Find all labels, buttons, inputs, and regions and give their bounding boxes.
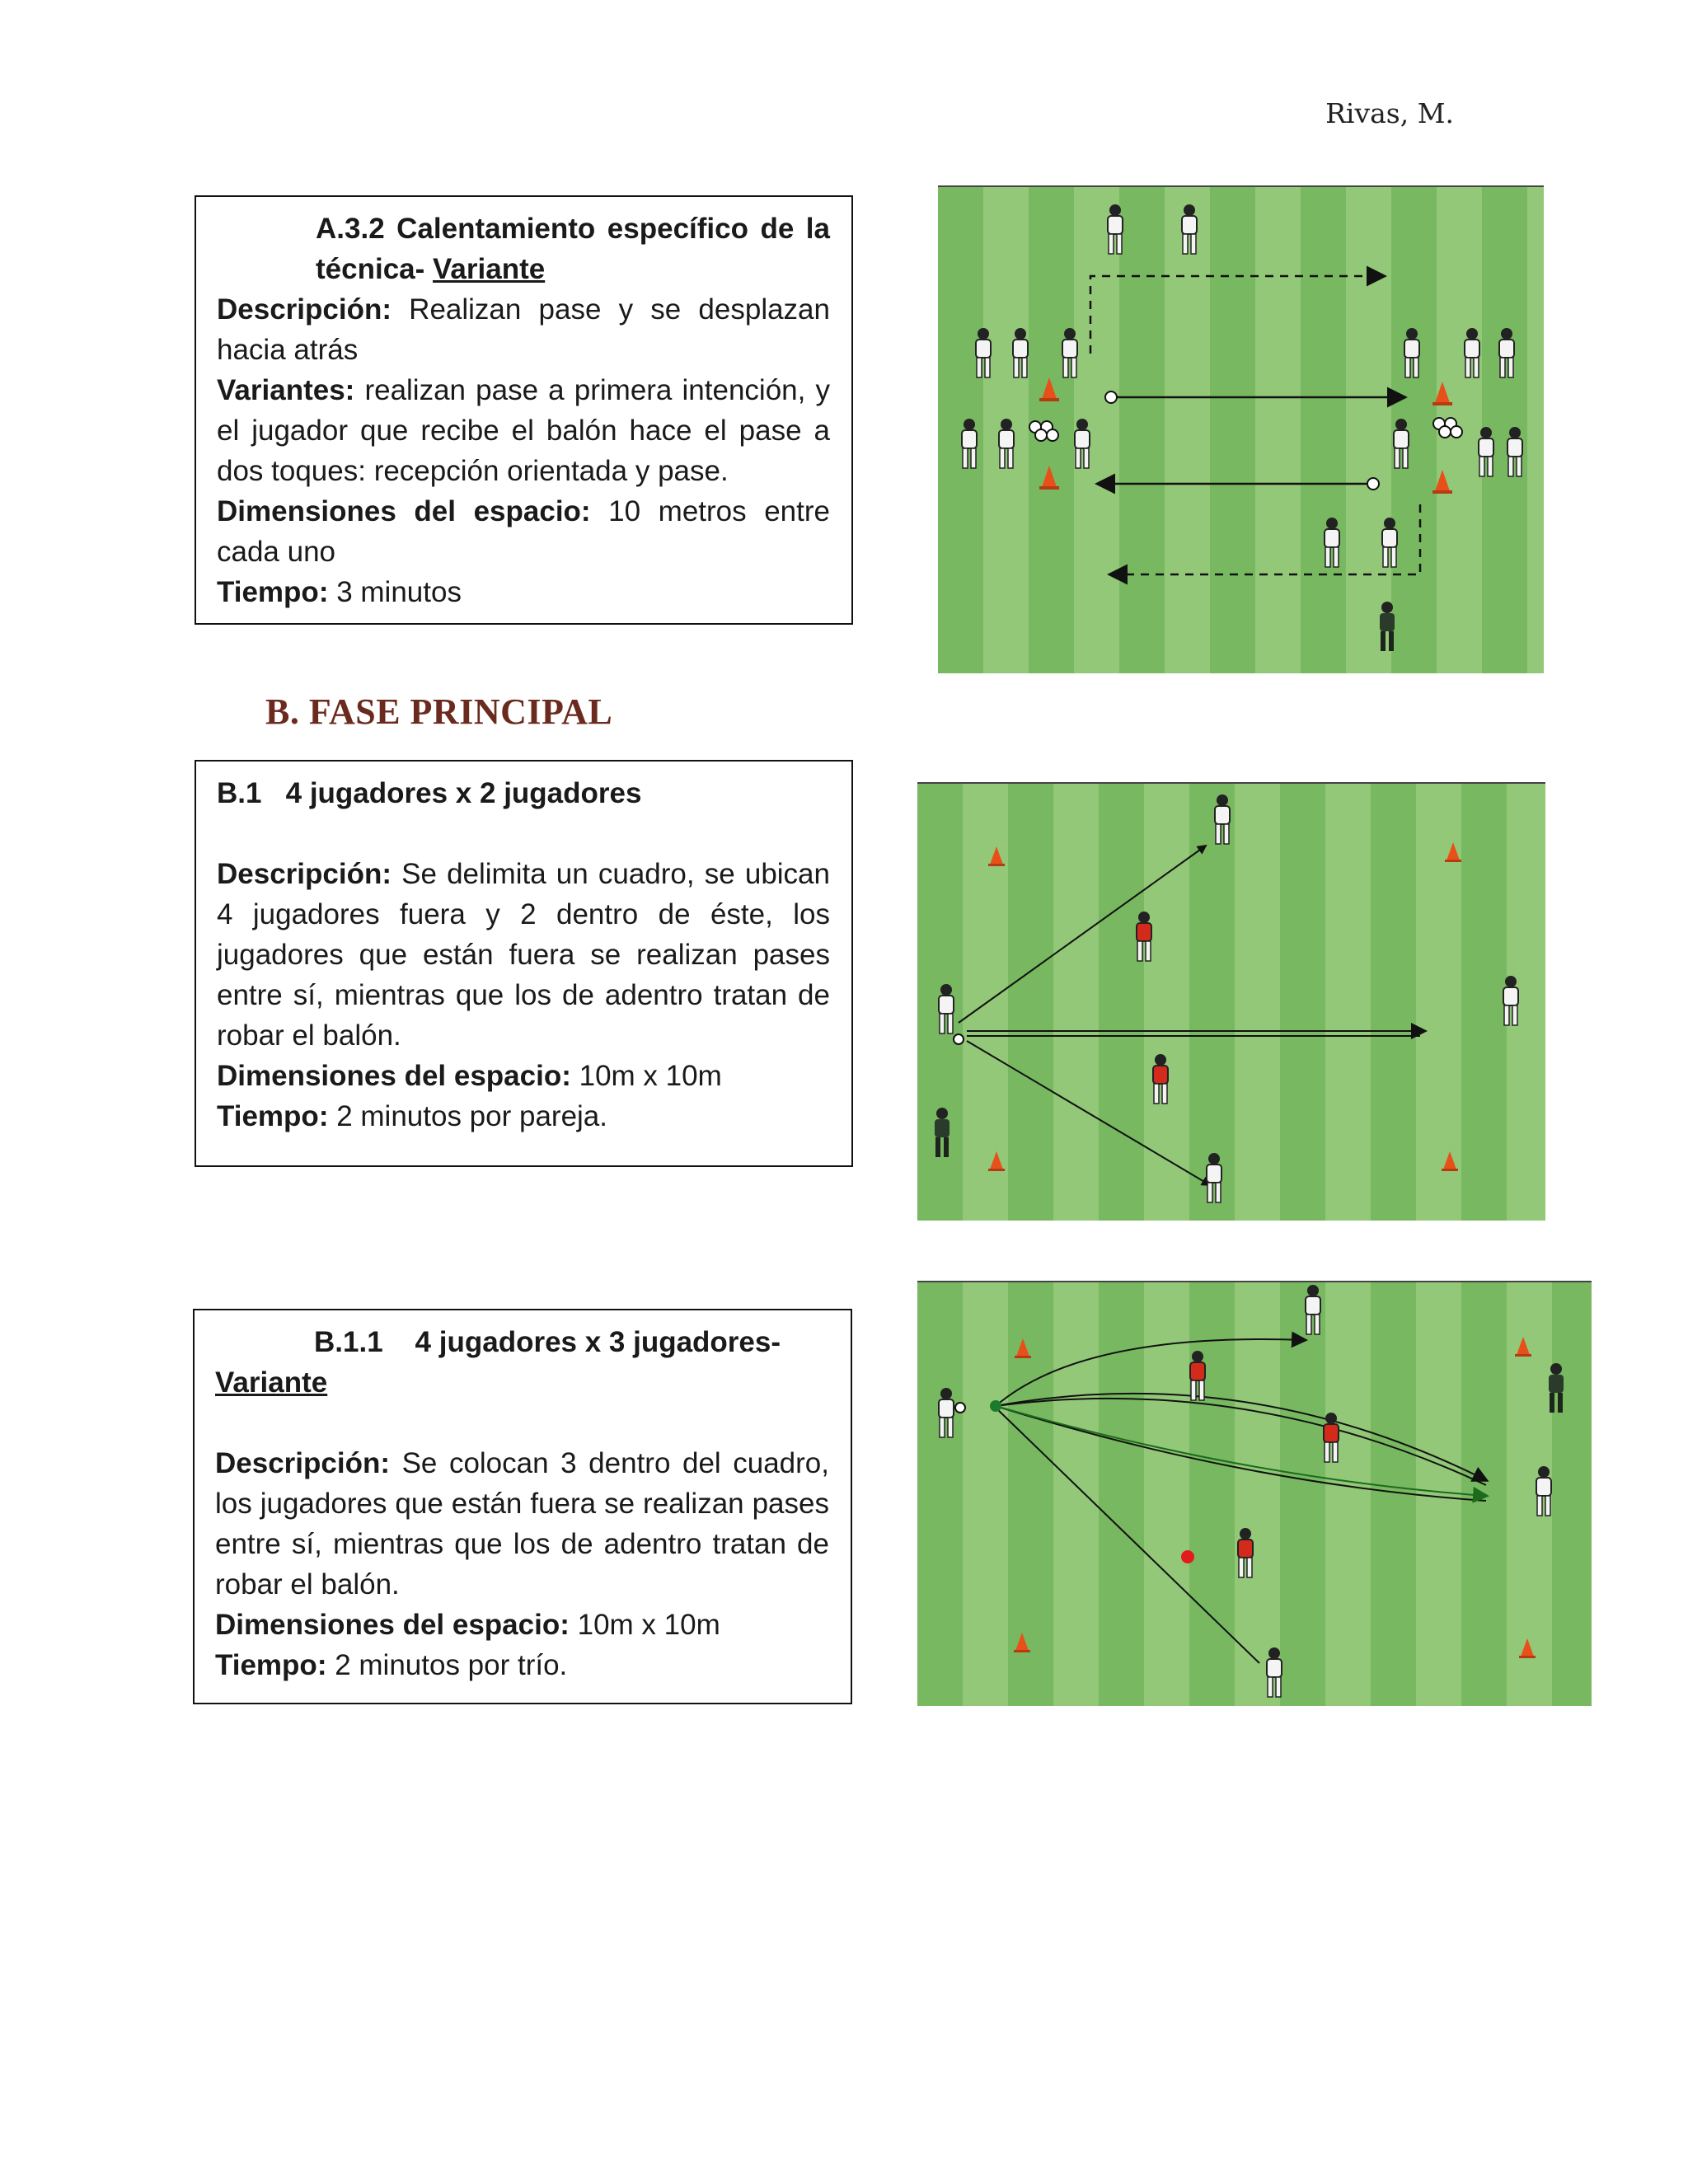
dimensions-paragraph <box>217 491 830 572</box>
player-white-icon <box>1267 1647 1282 1697</box>
description-paragraph <box>215 1443 829 1605</box>
player-white-icon <box>1207 1153 1221 1202</box>
player-white-icon <box>962 419 977 468</box>
time-label: Tiempo: <box>217 1100 329 1132</box>
player-white-icon <box>939 984 954 1033</box>
drill-diagram-b11 <box>917 1281 1592 1706</box>
player-white-icon <box>1503 976 1518 1025</box>
player-red-icon <box>1190 1351 1205 1400</box>
cone-icon <box>1014 1633 1030 1652</box>
dimensions-text: 10m x 10m <box>569 1609 720 1641</box>
player-white-icon <box>1215 794 1230 844</box>
description-label: Descripción: <box>215 1447 390 1479</box>
time-paragraph <box>215 1645 829 1685</box>
player-white-icon <box>1404 328 1419 377</box>
time-paragraph <box>217 572 830 612</box>
exercise-box-b1 <box>195 760 853 1167</box>
cone-icon <box>1432 382 1452 405</box>
exercise-title: B.1.1 4 jugadores x 3 jugadores- <box>314 1326 781 1358</box>
description-label: Descripción: <box>217 858 392 890</box>
dimensions-text: 10 metros entre cada uno <box>217 495 830 568</box>
dimensions-label: Dimensiones del espacio: <box>217 495 591 527</box>
dashed-run-path <box>1090 276 1383 354</box>
pass-arrow <box>959 846 1206 1023</box>
drill-diagram-b1-svg <box>917 784 1545 1221</box>
spacer <box>215 1403 829 1443</box>
dimensions-paragraph <box>217 1056 830 1096</box>
exercise-title: A.3.2 Calentamiento específico de la técnica- Variante <box>316 213 830 285</box>
cone-icon <box>1432 470 1452 494</box>
variants-text: realizan pase a primera intención, y el jugador que recibe el balón hace el pase a dos toques: recepción orientada y pase. <box>217 374 830 487</box>
description-text: Realizan pase y se desplazan hacia atrás <box>217 293 830 366</box>
description-text: Se delimita un cuadro, se ubican 4 jugadores fuera y 2 dentro de éste, los jugadores que están fuera se realizan pases entre sí, mientras que los de adentro tratan de robar el balón. <box>217 858 830 1052</box>
player-white-icon <box>1465 328 1479 377</box>
player-white-icon <box>939 1388 954 1437</box>
exercise-box-b11 <box>193 1309 852 1704</box>
cone-icon <box>988 846 1005 866</box>
description-label: Descripción: <box>217 293 392 326</box>
coach-icon <box>1549 1363 1564 1413</box>
time-text: 2 minutos por trío. <box>326 1649 568 1681</box>
player-white-icon <box>1479 427 1493 476</box>
ball-pile-icon <box>1433 418 1462 438</box>
player-white-icon <box>1182 204 1197 254</box>
player-white-icon <box>1325 518 1339 567</box>
player-white-icon <box>1394 419 1409 468</box>
player-white-icon <box>1536 1466 1551 1516</box>
cone-icon <box>1515 1337 1531 1357</box>
variants-paragraph <box>217 370 830 491</box>
ball-icon <box>990 1400 1001 1412</box>
player-white-icon <box>1075 419 1090 468</box>
pass-arrow <box>967 1041 1210 1185</box>
drill-diagram-a32-svg <box>938 187 1544 673</box>
dimensions-label: Dimensiones del espacio: <box>217 1060 571 1092</box>
player-red-icon <box>1153 1054 1168 1104</box>
cone-icon <box>1519 1638 1536 1658</box>
player-white-icon <box>1108 204 1123 254</box>
drill-diagram-b1 <box>917 782 1545 1221</box>
exercise-box-a32 <box>195 195 853 625</box>
ball-pile-icon <box>1029 421 1058 441</box>
drill-diagram-b11-svg <box>917 1282 1592 1706</box>
page-header-author: Rivas, M. <box>1325 97 1454 129</box>
time-paragraph <box>217 1096 830 1137</box>
pass-arrow <box>996 1408 1259 1663</box>
player-red-icon <box>1324 1413 1339 1462</box>
player-white-icon <box>976 328 991 377</box>
cone-icon <box>988 1151 1005 1171</box>
player-white-icon <box>1062 328 1077 377</box>
time-label: Tiempo: <box>215 1649 327 1681</box>
player-white-icon <box>1013 328 1028 377</box>
section-title: B. FASE PRINCIPAL <box>265 691 613 732</box>
ball-icon <box>955 1403 965 1413</box>
drill-diagram-a32 <box>938 185 1544 673</box>
cone-icon <box>1015 1338 1031 1358</box>
pass-arrow <box>996 1394 1486 1480</box>
cone-icon <box>1039 377 1059 401</box>
player-white-icon <box>999 419 1014 468</box>
time-text: 3 minutos <box>328 576 462 608</box>
description-text: Se colocan 3 dentro del cuadro, los jugadores que están fuera se realizan pases entre sí, mientras que los de adentro tratan de robar el balón. <box>215 1447 829 1601</box>
dimensions-label: Dimensiones del espacio: <box>215 1609 570 1641</box>
dimensions-text: 10m x 10m <box>570 1060 722 1092</box>
player-white-icon <box>1499 328 1514 377</box>
player-red-icon <box>1238 1528 1253 1577</box>
time-text: 2 minutos por pareja. <box>328 1100 607 1132</box>
pass-arrow <box>996 1339 1305 1406</box>
player-white-icon <box>1382 518 1397 567</box>
cone-icon <box>1039 466 1059 490</box>
coach-icon <box>935 1108 950 1157</box>
time-label: Tiempo: <box>217 576 329 608</box>
description-paragraph <box>217 289 830 370</box>
cone-icon <box>1442 1151 1458 1171</box>
ball-icon <box>954 1034 964 1044</box>
player-white-icon <box>1507 427 1522 476</box>
player-red-icon <box>1137 912 1151 961</box>
dashed-run-path <box>1111 504 1420 574</box>
exercise-title: B.1 4 jugadores x 2 jugadores <box>217 777 642 809</box>
description-paragraph <box>217 854 830 1056</box>
exercise-title-variant <box>215 1362 829 1403</box>
spacer <box>217 813 830 854</box>
ball-icon <box>1105 391 1117 403</box>
variant-label: Variante <box>433 253 546 285</box>
pass-arrow <box>996 1399 1486 1485</box>
ball-icon <box>1367 478 1379 490</box>
variants-label: Variantes: <box>217 374 355 406</box>
cone-icon <box>1445 842 1461 862</box>
player-white-icon <box>1306 1285 1320 1334</box>
pass-arrow <box>996 1406 1486 1496</box>
coach-icon <box>1380 602 1395 651</box>
variant-label: Variante <box>215 1366 328 1399</box>
dimensions-paragraph <box>215 1605 829 1645</box>
ball-icon <box>1181 1550 1194 1563</box>
